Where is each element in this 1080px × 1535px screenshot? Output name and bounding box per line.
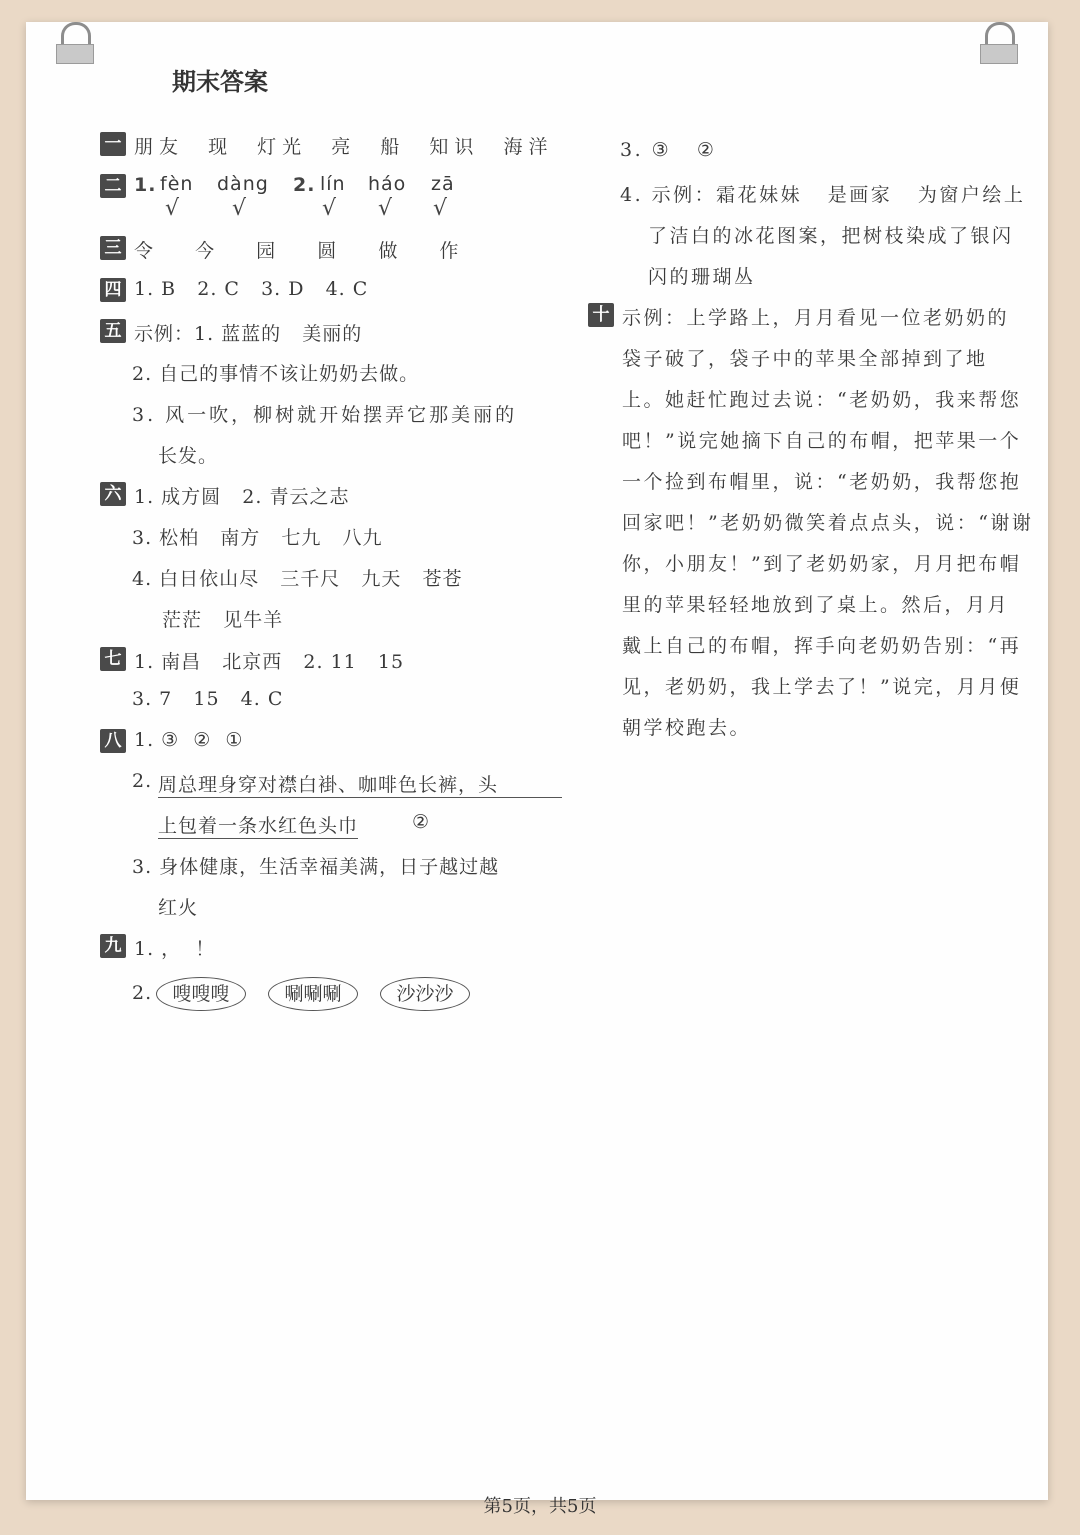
answer-line: 了洁白的冰花图案，把树枝染成了银闪 xyxy=(648,225,1014,247)
underlined-answer: 周总理身穿对襟白褂、咖啡色长裤，头 xyxy=(158,770,562,798)
essay-line: 一个捡到布帽里，说：“老奶奶，我帮您抱 xyxy=(622,471,1022,493)
answer-line: 1. ， ！ xyxy=(134,938,216,960)
answer-line: ② xyxy=(412,811,431,833)
essay-line: 吧！”说完她摘下自己的布帽，把苹果一个 xyxy=(622,430,1022,452)
section-badge: 九 xyxy=(100,934,126,958)
answer-line: 3. 松柏 南方 七九 八九 xyxy=(132,527,383,549)
essay-line: 回家吧！”老奶奶微笑着点点头，说：“谢谢 xyxy=(622,512,1034,534)
circled-word: 沙沙沙 xyxy=(380,977,470,1011)
pinyin: dàng xyxy=(217,173,269,195)
essay-line: 袋子破了，袋子中的苹果全部掉到了地 xyxy=(622,348,988,370)
answer-line: 1. B 2. C 3. D 4. C xyxy=(134,278,369,300)
answer-line: 3. 身体健康，生活幸福美满，日子越过越 xyxy=(132,856,500,878)
question-number: 2. xyxy=(132,982,153,1004)
answer-line: 4. 白日依山尽 三千尺 九天 苍苍 xyxy=(132,568,463,590)
answer-line: 红火 xyxy=(158,897,199,919)
answer-line: 1. 南昌 北京西 2. 11 15 xyxy=(134,651,405,673)
circled-word: 唰唰唰 xyxy=(268,977,358,1011)
section-badge: 七 xyxy=(100,647,126,671)
binder-clip-icon xyxy=(54,22,94,64)
section-badge: 五 xyxy=(100,319,126,343)
answer-line: 茫茫 见牛羊 xyxy=(162,609,284,631)
answer-line: 2. xyxy=(132,770,160,792)
check-mark-icon: √ xyxy=(165,196,180,221)
essay-line: 里的苹果轻轻地放到了桌上。然后，月月 xyxy=(622,594,1010,616)
check-mark-icon: √ xyxy=(322,196,337,221)
check-mark-icon: √ xyxy=(232,196,247,221)
binder-clip-icon xyxy=(978,22,1018,64)
page-footer: 第5页，共5页 xyxy=(483,1496,597,1517)
check-mark-icon: √ xyxy=(433,196,448,221)
answer-line: 示例：1. 蓝蓝的 美丽的 xyxy=(134,323,363,345)
answer-line: 闪的珊瑚丛 xyxy=(648,266,756,288)
pinyin: fèn xyxy=(160,173,194,195)
answer-line: 令 今 园 圆 做 作 xyxy=(134,240,469,262)
answer-line: 3. ③ ② xyxy=(620,139,717,161)
essay-line: 上。她赶忙跑过去说：“老奶奶，我来帮您 xyxy=(622,389,1022,411)
answer-line: 1. ③ ② ① xyxy=(134,729,244,751)
section-badge: 二 xyxy=(100,174,126,198)
answer-line: 1. 成方圆 2. 青云之志 xyxy=(134,486,350,508)
essay-line: 你，小朋友！”到了老奶奶家，月月把布帽 xyxy=(622,553,1022,575)
essay-line: 戴上自己的布帽，挥手向老奶奶告别：“再 xyxy=(622,635,1022,657)
essay-line: 朝学校跑去。 xyxy=(622,717,752,739)
answer-line: 3. 风一吹，柳树就开始摆弄它那美丽的 xyxy=(132,404,518,426)
pinyin: háo xyxy=(368,173,407,195)
section-badge: 十 xyxy=(588,303,614,327)
answer-line: 朋友 现 灯光 亮 船 知识 海洋 xyxy=(134,136,554,158)
section-badge: 六 xyxy=(100,482,126,506)
section-badge: 三 xyxy=(100,236,126,260)
essay-line: 见，老奶奶，我上学去了！”说完，月月便 xyxy=(622,676,1022,698)
circled-word: 嗖嗖嗖 xyxy=(156,977,246,1011)
essay-line: 示例：上学路上，月月看见一位老奶奶的 xyxy=(622,307,1010,329)
check-mark-icon: √ xyxy=(378,196,393,221)
pinyin: lín xyxy=(320,173,346,195)
section-badge: 四 xyxy=(100,278,126,302)
page-title: 期末答案 xyxy=(172,68,268,96)
section-badge: 一 xyxy=(100,132,126,156)
section-badge: 八 xyxy=(100,729,126,753)
underlined-answer: 上包着一条水红色头巾 xyxy=(158,811,358,839)
pinyin: zā xyxy=(431,173,455,195)
answer-line: 2. 自己的事情不该让奶奶去做。 xyxy=(132,363,420,385)
answer-line: 4. 示例：霜花妹妹 是画家 为窗户绘上 xyxy=(620,184,1026,206)
answer-line: 长发。 xyxy=(158,445,219,467)
question-number: 1. xyxy=(134,174,157,196)
question-number: 2. xyxy=(293,174,316,196)
answer-line: 3. 7 15 4. C xyxy=(132,688,284,710)
